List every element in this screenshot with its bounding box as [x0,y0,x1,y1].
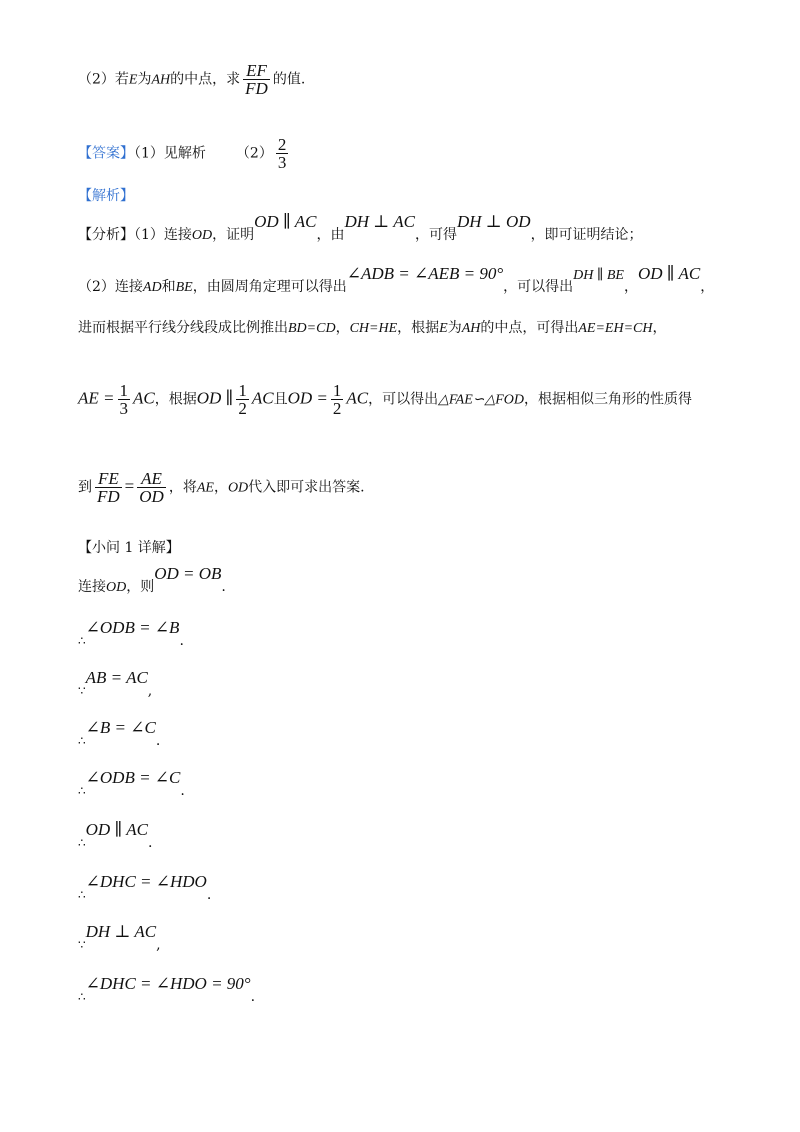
s1-end: . [221,579,226,595]
p4-t2: 且 [273,391,288,408]
p4-t4: ，根据相似三角形的性质得 [524,391,693,408]
fenxi-t4: ，可得 [414,227,457,243]
answer-fraction [276,136,289,171]
p4-f1-num: 1 [119,381,128,400]
analysis-p5 [78,470,365,505]
question-2 [78,62,305,97]
fenxi-m1: OD ∥ AC [254,212,317,231]
fenxi-m3: DH ⊥ OD [456,212,531,231]
p5-fa-den: FD [97,487,120,506]
detail-step [78,718,161,751]
answer-num: 2 [277,135,287,154]
p4-f2-num: 1 [238,381,247,400]
analysis-tag: 【解析】 [78,188,134,204]
p2-be: BE [175,280,193,295]
fenxi-m2: DH ⊥ AC [344,212,415,231]
p5-t2: ，将 [168,479,197,496]
q2-suffix: 的值. [272,71,306,88]
p4-t3: ，可以得出 [368,391,439,408]
p2-t6: ， [700,279,715,295]
analysis-p4 [78,382,692,417]
detail-step [78,974,256,1007]
p3-m3: AE=EH=CH [578,321,653,336]
p4-od: OD ∥ [196,388,234,408]
detail-step [78,768,185,801]
s1-t2: ，则 [126,579,155,595]
analysis-p2 [78,264,715,298]
p2-ad: AD [142,280,162,295]
step-end: . [180,783,185,799]
q2-mid2: 的中点，求 [170,71,241,88]
p5-od: OD [227,480,249,496]
step-end: . [250,989,256,1005]
p3-t4: 为 [447,320,462,336]
detail-step-0 [78,564,226,598]
p2-t3: ，由圆周角定理可以得出 [192,279,347,295]
p4-ac3: AC [346,388,369,408]
fenxi-t2: ，证明 [212,227,255,243]
p4-t1: ，根据 [154,391,197,408]
step-math: ∠ODB = ∠B [85,618,180,637]
p3-t1: 进而根据平行线分线段成比例推出 [78,320,288,336]
detail-tag: 【小问 1 详解】 [78,540,180,556]
step-math: ∠DHC = ∠HDO [85,872,207,891]
p5-frac-a [95,470,122,505]
fenxi-line [78,212,643,246]
p4-f2-den: 2 [238,399,247,418]
p5-t1: 到 [78,479,92,496]
p5-fb-num: AE [137,470,166,488]
fenxi-tag: 【分析】 [78,227,134,243]
fenxi-t1: （1）连接 [134,227,192,243]
answer-den: 3 [277,153,287,172]
q2-fraction [243,62,270,97]
answer-part2: （2） [235,145,273,162]
p3-t5: 的中点，可得出 [480,320,579,336]
step-symbol: ∴ [78,888,86,902]
p3-m2: CH=HE [349,321,398,336]
p4-od2: OD = [287,388,328,408]
p2-t4: ，可以得出 [503,279,574,295]
detail-step [78,820,153,853]
p4-ae: AE = [78,388,115,408]
p2-t2: 和 [161,279,176,295]
step-symbol: ∵ [78,684,86,698]
p2-m1: ∠ADB = ∠AEB = 90° [346,264,504,283]
p4-sim: △FAE∽△FOD [438,392,525,408]
p5-eq: = [124,476,135,496]
p4-frac1 [118,382,131,417]
p5-t3: 代入即可求出答案. [248,479,365,496]
fenxi-t5: ，即可证明结论； [530,227,643,243]
p3-ah: AH [461,321,481,336]
p4-ac1: AC [133,388,155,408]
p3-t2: ， [335,320,350,336]
p4-ac2: AC [251,388,274,408]
p3-t3: ，根据 [397,320,440,336]
p2-m2: DH ∥ BE [573,268,624,283]
p5-comma: ， [213,479,228,496]
step-math: ∠DHC = ∠HDO = 90° [85,974,251,993]
s1-od: OD [106,580,127,595]
p3-t6: ， [652,320,667,336]
step-end: . [179,633,184,649]
step-symbol: ∵ [78,938,86,952]
p5-fb-den: OD [139,487,164,506]
step-math: AB = AC [85,668,148,687]
q2-prefix: （2）若 [78,71,129,88]
step-math: DH ⊥ AC [85,922,157,941]
p4-frac2 [236,382,249,417]
fenxi-t3: ，由 [316,227,345,243]
step-math: ∠B = ∠C [85,718,156,737]
step-symbol: ∴ [78,734,86,748]
step-end: , [147,683,153,699]
s1-math: OD = OB [154,564,222,583]
q2-mid1: 为 [137,71,152,88]
fenxi-od: OD [191,228,213,243]
q2-frac-den: FD [245,79,268,98]
p3-m1: BD=CD [288,321,336,336]
detail-step [78,618,184,651]
step-end: . [206,887,212,903]
p4-f3-num: 1 [332,381,342,400]
q2-e: E [128,72,138,88]
p4-f1-den: 3 [119,399,128,418]
step-symbol: ∴ [78,836,86,850]
p4-frac3 [331,382,344,417]
s1-t1: 连接 [78,579,106,595]
step-symbol: ∴ [78,634,86,648]
p3-e: E [439,321,448,336]
detail-step [78,668,153,701]
p2-m3: OD ∥ AC [637,264,701,283]
p5-frac-b [137,470,166,505]
p5-fa-num: FE [95,470,122,488]
detail-step [78,922,161,955]
answer-part1: （1）见解析 [134,145,206,162]
step-end: . [147,835,153,851]
step-symbol: ∴ [78,990,86,1004]
step-math: ∠ODB = ∠C [85,768,181,787]
detail-step [78,872,212,905]
answer-line [78,136,291,171]
p5-ae: AE [196,480,214,496]
analysis-p3 [78,318,666,339]
step-end: , [156,937,161,953]
step-symbol: ∴ [78,784,86,798]
answer-tag: 【答案】 [78,145,134,162]
p4-f3-den: 2 [332,399,342,418]
step-math: OD ∥ AC [85,820,148,839]
q2-ah: AH [151,72,171,88]
step-end: . [155,733,161,749]
q2-frac-num: EF [243,62,270,80]
p2-t5: ， [623,279,638,295]
p2-t1: （2）连接 [78,279,143,295]
